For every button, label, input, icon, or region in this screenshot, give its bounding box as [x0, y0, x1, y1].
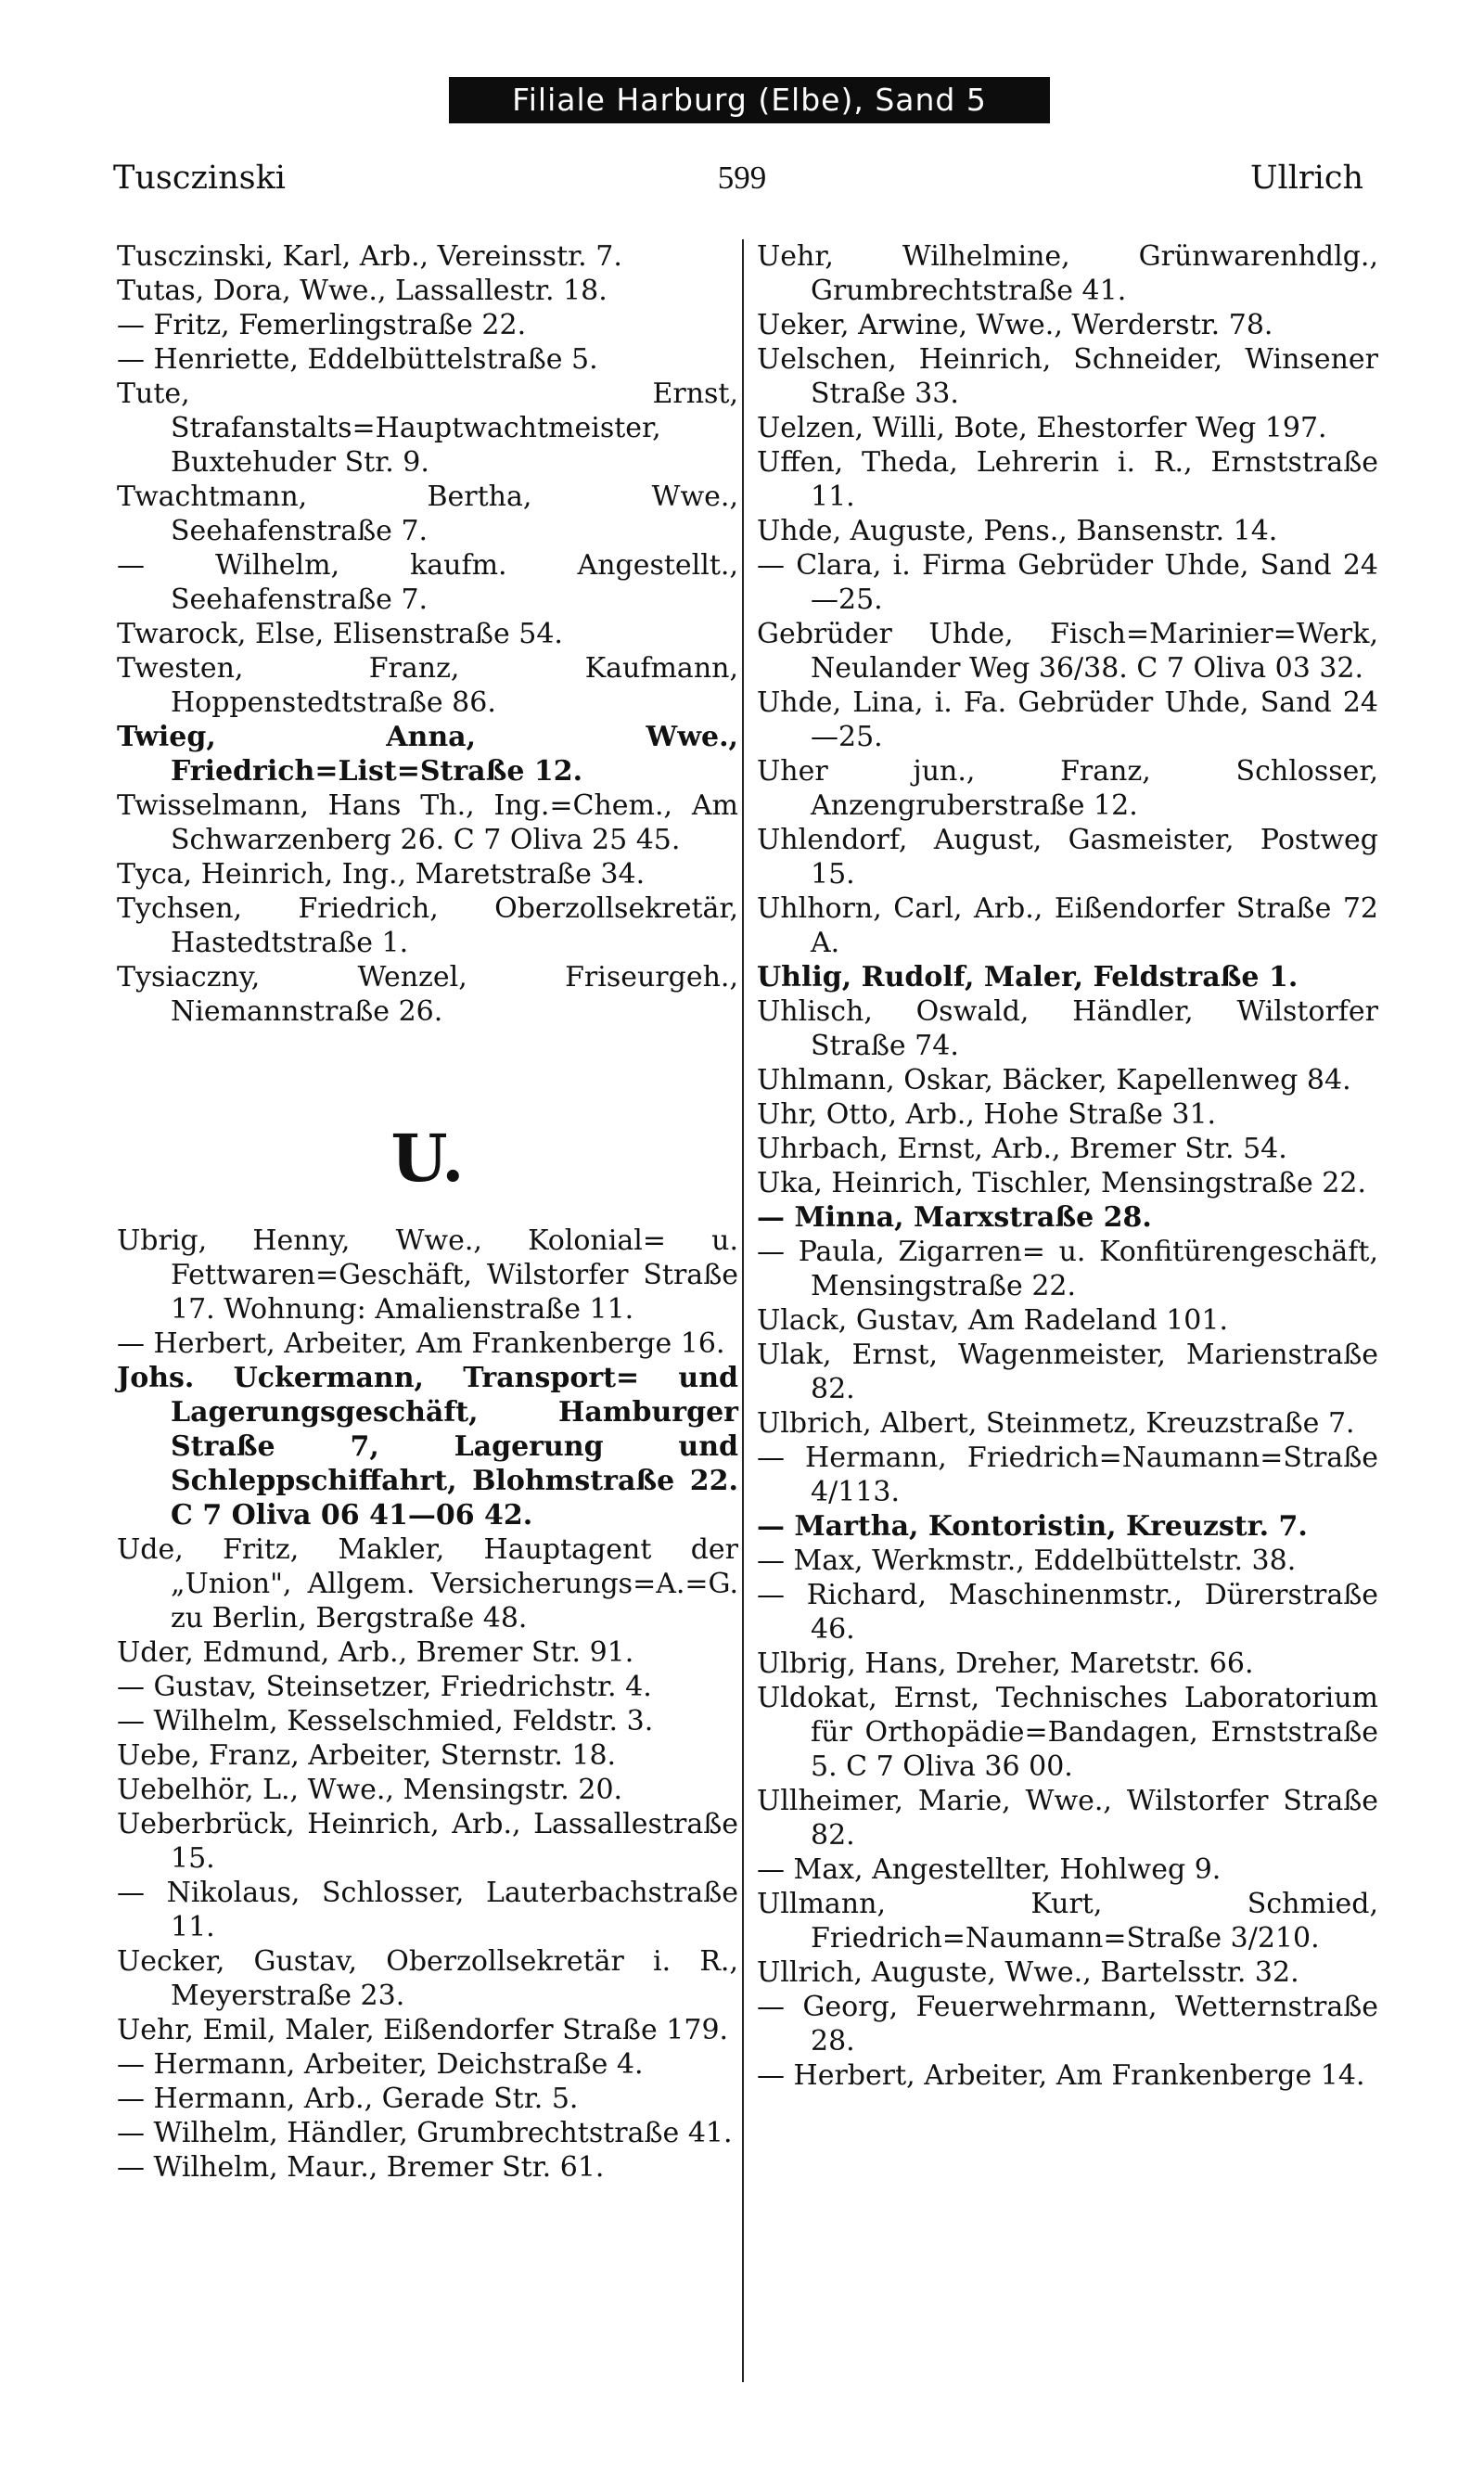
entry: Ulack, Gustav, Am Radeland 101. — [757, 1304, 1229, 1337]
entry: Uhde, Lina, i. Fa. Gebrüder Uhde, Sand 24—25. — [757, 686, 1378, 753]
entry: Uhrbach, Ernst, Arb., Bremer Str. 54. — [757, 1133, 1287, 1165]
entry: — Wilhelm, kaufm. Angestellt., Seehafenstraße 7. — [117, 549, 738, 616]
entry: Uhlhorn, Carl, Arb., Eißendorfer Straße 72 A. — [757, 892, 1378, 959]
branch-banner: Filiale Harburg (Elbe), Sand 5 — [449, 77, 1050, 123]
entry: Uder, Edmund, Arb., Bremer Str. 91. — [117, 1636, 634, 1669]
entry: Uecker, Gustav, Oberzollsekretär i. R., Meyerstraße 23. — [117, 1945, 738, 2012]
entry: Ulbrich, Albert, Steinmetz, Kreuzstraße 7. — [757, 1407, 1355, 1440]
entry: Tute, Ernst, Strafanstalts=Hauptwachtmeister, Buxtehuder Str. 9. — [117, 378, 738, 479]
entry: Ude, Fritz, Makler, Hauptagent der „Union", Allgem. Versicherungs=A.=G. zu Berlin, Bergstraße 48. — [117, 1533, 738, 1634]
entry: — Martha, Kontoristin, Kreuzstr. 7. — [757, 1510, 1308, 1543]
entry: Uehr, Wilhelmine, Grünwarenhdlg., Grumbrechtstraße 41. — [757, 240, 1378, 307]
entry: Tychsen, Friedrich, Oberzollsekretär, Hastedtstraße 1. — [117, 892, 738, 959]
entry: Uldokat, Ernst, Technisches Laboratorium für Orthopädie=Bandagen, Ernststraße 5. C 7 Oliva 36 00. — [757, 1682, 1378, 1783]
right-column — [757, 239, 1378, 2093]
entry: — Herbert, Arbeiter, Am Frankenberge 16. — [117, 1327, 725, 1360]
page-number: 599 — [717, 160, 767, 196]
running-head-right: Ullrich — [1250, 160, 1363, 197]
left-column — [117, 239, 738, 2185]
column-divider — [742, 239, 744, 2382]
entry: — Clara, i. Firma Gebrüder Uhde, Sand 24—25. — [757, 549, 1378, 616]
entry: Ueberbrück, Heinrich, Arb., Lassallestraße 15. — [117, 1808, 738, 1875]
entry: Johs. Uckermann, Transport= und Lagerungsgeschäft, Hamburger Straße 7, Lagerung und Schleppschiffahrt, Blohmstraße 22. C 7 Oliva 06 41—06 42. — [117, 1362, 738, 1532]
entry: Uhlmann, Oskar, Bäcker, Kapellenweg 84. — [757, 1064, 1351, 1096]
entry: Uebelhör, L., Wwe., Mensingstr. 20. — [117, 1774, 623, 1806]
entry: Uhr, Otto, Arb., Hohe Straße 31. — [757, 1098, 1217, 1131]
entry: Uhlig, Rudolf, Maler, Feldstraße 1. — [757, 961, 1298, 993]
entry: Uelschen, Heinrich, Schneider, Winsener Straße 33. — [757, 343, 1378, 410]
entry: — Georg, Feuerwehrmann, Wetternstraße 28. — [757, 1991, 1378, 2057]
entry: Twisselmann, Hans Th., Ing.=Chem., Am Schwarzenberg 26. C 7 Oliva 25 45. — [117, 789, 738, 856]
entry: Ubrig, Henny, Wwe., Kolonial= u. Fettwaren=Geschäft, Wilstorfer Straße 17. Wohnung: Amalienstraße 11. — [117, 1224, 738, 1326]
entry: Uffen, Theda, Lehrerin i. R., Ernststraße 11. — [757, 446, 1378, 513]
entry: — Nikolaus, Schlosser, Lauterbachstraße 11. — [117, 1877, 738, 1943]
entry: Ullrich, Auguste, Wwe., Bartelsstr. 32. — [757, 1956, 1299, 1989]
entry: — Richard, Maschinenmstr., Dürerstraße 46. — [757, 1579, 1378, 1646]
entry: Uher jun., Franz, Schlosser, Anzengruberstraße 12. — [757, 755, 1378, 822]
entry: Ulak, Ernst, Wagenmeister, Marienstraße 82. — [757, 1339, 1378, 1405]
entry: Uka, Heinrich, Tischler, Mensingstraße 22. — [757, 1167, 1366, 1199]
entry: Gebrüder Uhde, Fisch=Marinier=Werk, Neulander Weg 36/38. C 7 Oliva 03 32. — [757, 618, 1378, 685]
entry: — Fritz, Femerlingstraße 22. — [117, 309, 527, 341]
entry: Tysiaczny, Wenzel, Friseurgeh., Niemannstraße 26. — [117, 961, 738, 1028]
entry: Twieg, Anna, Wwe., Friedrich=List=Straße 12. — [117, 721, 738, 788]
entry: Ullheimer, Marie, Wwe., Wilstorfer Straße 82. — [757, 1785, 1378, 1852]
entry: Twarock, Else, Elisenstraße 54. — [117, 618, 563, 650]
entry: Uhlisch, Oswald, Händler, Wilstorfer Straße 74. — [757, 995, 1378, 1062]
entry: Ueker, Arwine, Wwe., Werderstr. 78. — [757, 309, 1273, 341]
entry: — Wilhelm, Maur., Bremer Str. 61. — [117, 2151, 605, 2184]
entry: — Paula, Zigarren= u. Konfitürengeschäft, Mensingstraße 22. — [757, 1236, 1378, 1302]
running-head-left: Tusczinski — [113, 160, 286, 197]
entry: Uhlendorf, August, Gasmeister, Postweg 15. — [757, 824, 1378, 891]
entry: — Hermann, Arbeiter, Deichstraße 4. — [117, 2048, 644, 2081]
entry: — Hermann, Arb., Gerade Str. 5. — [117, 2083, 579, 2115]
entry: — Gustav, Steinsetzer, Friedrichstr. 4. — [117, 1671, 652, 1703]
entry: — Max, Angestellter, Hohlweg 9. — [757, 1853, 1222, 1886]
entry: — Minna, Marxstraße 28. — [757, 1201, 1152, 1234]
entry: Uebe, Franz, Arbeiter, Sternstr. 18. — [117, 1739, 617, 1772]
entry: Tutas, Dora, Wwe., Lassallestr. 18. — [117, 275, 608, 307]
entry: — Herbert, Arbeiter, Am Frankenberge 14. — [757, 2059, 1365, 2092]
entry: Ulbrig, Hans, Dreher, Maretstr. 66. — [757, 1647, 1254, 1680]
entry: — Hermann, Friedrich=Naumann=Straße 4/113. — [757, 1442, 1378, 1508]
entry: — Wilhelm, Händler, Grumbrechtstraße 41. — [117, 2117, 733, 2149]
entry: Uelzen, Willi, Bote, Ehestorfer Weg 197. — [757, 412, 1327, 444]
entry: — Henriette, Eddelbüttelstraße 5. — [117, 343, 598, 376]
entry: Tusczinski, Karl, Arb., Vereinsstr. 7. — [117, 240, 622, 273]
section-letter: U. — [390, 1120, 465, 1197]
entry: Twachtmann, Bertha, Wwe., Seehafenstraße 7. — [117, 481, 738, 547]
entry: — Max, Werkmstr., Eddelbüttelstr. 38. — [757, 1545, 1297, 1577]
entry: Ullmann, Kurt, Schmied, Friedrich=Naumann=Straße 3/210. — [757, 1888, 1378, 1955]
entry: Twesten, Franz, Kaufmann, Hoppenstedtstraße 86. — [117, 652, 738, 719]
entry: Uehr, Emil, Maler, Eißendorfer Straße 179. — [117, 2014, 729, 2046]
entry: Tyca, Heinrich, Ing., Maretstraße 34. — [117, 858, 646, 891]
entry: — Wilhelm, Kesselschmied, Feldstr. 3. — [117, 1705, 654, 1737]
entry: Uhde, Auguste, Pens., Bansenstr. 14. — [757, 515, 1278, 547]
